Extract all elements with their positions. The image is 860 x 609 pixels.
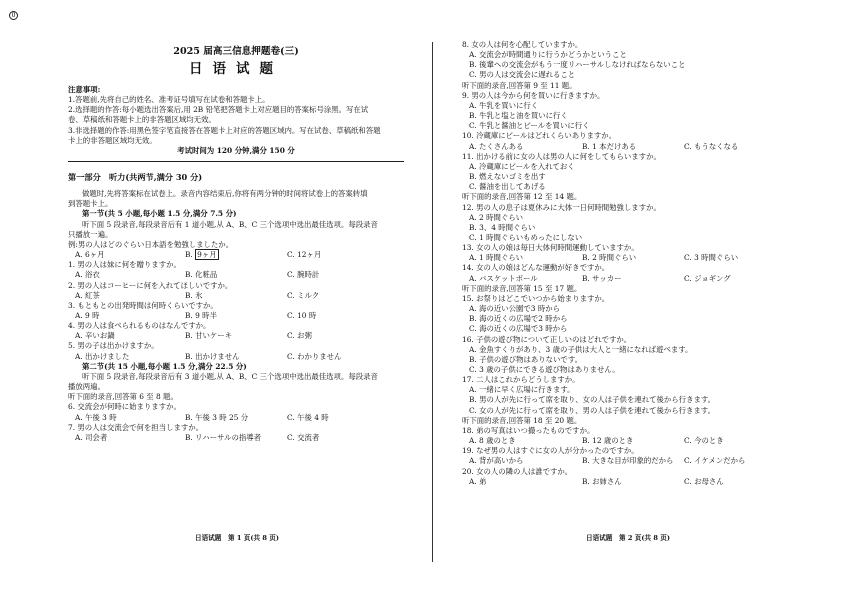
option-a: A. 背が高いから: [469, 456, 524, 466]
header-rule: [68, 161, 404, 162]
option-c: C. もうなくなる: [684, 141, 739, 151]
section1-desc: 听下面 5 段录音,每段录音后有 1 道小题,从 A、B、C 三个选项中选出最佳选项。每段录音: [82, 219, 378, 229]
subject-title: 日语试题: [189, 61, 283, 77]
answer-box: 9ヶ月: [197, 250, 217, 260]
notice-line: 3.非选择题的作答:用黑色签字笔直接答在答题卡上对应的答题区域内。写在试卷、草稿纸和答题: [68, 125, 381, 135]
option-a: A. 浴衣: [75, 270, 100, 280]
section2-desc: 播放两遍。: [68, 382, 105, 392]
option-b: B. サッカー: [582, 273, 622, 283]
option-b: B. 午後 3 時 25 分: [185, 412, 249, 422]
question: 19. なぜ男の人はすぐに女の人が分かったのですか。: [462, 446, 639, 456]
option-c: C. お母さん: [684, 476, 724, 486]
listening-instruction: 听下面的录音,回答第 18 至 20 题。: [462, 415, 582, 425]
option-c: C. 男の人は交流会に遅れること: [469, 70, 576, 80]
question: 12. 男の人の息子は夏休みに大体一日何時間勉強しますか。: [462, 202, 661, 212]
option-a: A. 紅茶: [75, 290, 100, 300]
option-b: B. 牛乳と塩と油を買いに行く: [469, 111, 568, 121]
question: 1. 男の人は妹に何を贈りますか。: [68, 260, 181, 270]
exam-time: 考试时间为 120 分钟,满分 150 分: [177, 145, 295, 155]
option-a: A. 司会者: [75, 432, 108, 442]
option-b: B. リハーサルの指導者: [185, 432, 262, 442]
options-row: [462, 477, 802, 487]
option-a: A. バスケットボール: [469, 273, 538, 283]
options-row: [68, 311, 404, 321]
option-c: C. ミルク: [287, 290, 320, 300]
question: 6. 交流会が何時に始まりますか。: [68, 402, 181, 412]
page-footer: 日语试题 第 1 页(共 8 页): [195, 534, 279, 542]
question: 16. 子供の遊び物について正しいのはどれですか。: [462, 334, 632, 344]
option-c: C. イケメンだから: [684, 456, 746, 466]
listening-instruction: 听下面的录音,回答第 12 至 14 题。: [462, 192, 582, 202]
question: 7. 男の人は交流会で何を担当しますか。: [68, 422, 204, 432]
option-a: A. 出かけました: [75, 351, 130, 361]
question: 5. 男の子は出かけますか。: [68, 341, 159, 351]
question: 15. お祭りはどこでいつから始まりますか。: [462, 293, 610, 303]
option-b: B. 後輩への交流会がもう一度リハーサルしなければならないこと: [469, 60, 686, 70]
options-row: [68, 291, 404, 301]
option-c: C. わかりません: [287, 351, 342, 361]
option-b: B. 9ヶ月: [185, 250, 217, 260]
options-row: [68, 413, 404, 423]
option-a: A. 辛いお鍋: [75, 331, 115, 341]
options-row: [68, 352, 404, 362]
option-c: C. 醤油を出してあげる: [469, 182, 546, 192]
notice-line: 卷、草稿纸和答题卡上的非答题区域均无效。: [68, 115, 216, 125]
option-c: C. 1 時間ぐらいもめったにしない: [469, 232, 583, 242]
option-a: A. 海の近い公園で3 時から: [469, 304, 560, 314]
option-a: A. 1 時間ぐらい: [469, 253, 524, 263]
options-row: [462, 274, 802, 284]
listening-instruction: 听下面的录音,回答第 9 至 11 题。: [462, 80, 577, 90]
notice-head: 注意事项:: [68, 85, 101, 94]
options-row: [68, 270, 404, 280]
question: 13. 女の人の娘は毎日大体何時間運動していますか。: [462, 243, 639, 253]
notice-line: 2.选择题的作答:每小题选出答案后,用 2B 铅笔把答题卡上对应题目的答案标号涂黑。写在试: [68, 105, 369, 115]
question: 18. 弟の写真はいつ撮ったものですか。: [462, 425, 595, 435]
question: 2. 男の人はコーヒーに何を入れてほしいですか。: [68, 280, 233, 290]
option-a: A. 牛乳を買いに行く: [469, 100, 539, 110]
page-footer: 日语试题 第 2 页(共 8 页): [586, 534, 670, 542]
option-b: B. 男の人が先に行って席を取り、女の人は子供を連れて後から行きます。: [469, 395, 716, 405]
notice-line: 1.答题前,先将自己的姓名、准考证号填写在试卷和答题卡上。: [68, 95, 270, 105]
question: 14. 女の人の娘はどんな運動が好きですか。: [462, 263, 610, 273]
option-c: C. 交流者: [287, 432, 320, 442]
option-a: A. 金魚すくりがあり、3 歳の子供は大人と一緒になれば遊べます。: [469, 344, 693, 354]
options-row: [462, 436, 802, 446]
option-c: C. お粥: [287, 331, 312, 341]
question: 9. 男の人は今から何を買いに行きますか。: [462, 90, 605, 100]
option-b: B. 2 時間ぐらい: [582, 253, 637, 263]
option-c: C. ジョギング: [684, 273, 731, 283]
exam-title: 2025 届高三信息押题卷(三): [173, 46, 299, 57]
instruction-line: 做题时,先将答案标在试卷上。录音内容结束后,你将有两分钟的时间将试卷上的答案转填: [82, 189, 368, 199]
corner-mark: 0: [9, 11, 18, 20]
option-b: B. 化粧品: [185, 270, 218, 280]
option-a: A. 午後 3 時: [75, 412, 117, 422]
option-c: C. 午後 4 時: [287, 412, 329, 422]
option-c: C. 牛乳と醤油とビールを買いに行く: [469, 121, 590, 131]
section1-desc: 只播放一遍。: [68, 229, 113, 239]
option-c: C. 3 歳の子供にできる遊び物はありません。: [469, 365, 620, 374]
example-options: [68, 250, 404, 260]
question: 10. 冷蔵庫にビールはどれくらいありますか。: [462, 131, 617, 141]
section2-head: 第二节(共 15 小题,每小题 1.5 分,满分 22.5 分): [82, 361, 247, 371]
option-c: C. 女の人が先に行って席を取り、男の人は子供を連れて後から行きます。: [469, 405, 716, 415]
options-row: [68, 331, 404, 341]
option-a: A. 9 時: [75, 310, 100, 320]
right-page: [462, 40, 802, 487]
left-page: [68, 45, 404, 443]
listening-instruction: 听下面的录音,回答第 6 至 8 题。: [68, 392, 178, 402]
option-b: B. 1 本だけある: [582, 141, 637, 151]
option-a: A. 一緒に早く広場に行きます。: [469, 385, 575, 395]
notice-line: 卡上的非答题区域均无效。: [68, 135, 157, 145]
option-b: B. 子供の遊び物はありないです。: [469, 354, 583, 364]
option-c: C. 海の近くの広場で3 時から: [469, 324, 568, 334]
options-row: [68, 433, 404, 443]
options-row: [462, 456, 802, 466]
option-a: A. たくさんある: [469, 141, 524, 151]
option-a: A. 2 時間ぐらい: [469, 212, 524, 222]
option-c: C. 12ヶ月: [287, 250, 322, 260]
option-a: A. 弟: [469, 476, 487, 486]
option-b: B. 氷: [185, 290, 203, 300]
option-b: B. 出かけません: [185, 351, 240, 361]
option-b: B. 甘いケーキ: [185, 331, 233, 341]
options-row: [462, 142, 802, 152]
option-a: A. 8 歳のとき: [469, 436, 516, 446]
option-b: B. 燃えないゴミを出す: [469, 172, 546, 182]
instruction-line: 到答题卡上。: [68, 199, 113, 209]
question: 20. 女の人の隣の人は誰ですか。: [462, 466, 573, 476]
part1-head: 第一部分 听力(共两节,满分 30 分): [68, 172, 203, 183]
option-a: A. 冷蔵庫にビールを入れておく: [469, 161, 575, 171]
option-b: B. 3、4 時間ぐらい: [469, 222, 536, 232]
question: 8. 女の人は何を心配していますか。: [462, 40, 583, 49]
option-b: B. 9 時半: [185, 310, 217, 320]
page-divider: [432, 42, 433, 562]
option-c: C. 10 時: [287, 310, 317, 320]
options-row: [462, 253, 802, 263]
listening-instruction: 听下面的录音,回答第 15 至 17 题。: [462, 283, 582, 293]
option-a: A. 6ヶ月: [75, 250, 105, 260]
option-a: A. 交流会が時間通りに行うかどうかということ: [469, 50, 627, 60]
section1-head: 第一节(共 5 小题,每小题 1.5 分,满分 7.5 分): [82, 209, 237, 219]
example-question: 例:男の人はどのぐらい日本語を勉強しましたか。: [68, 239, 234, 249]
option-b: B. 大きな目が印象的だから: [582, 456, 674, 466]
question: 3. もともとの出発時間は何時くらいですか。: [68, 300, 218, 310]
section2-desc: 听下面 5 段录音,每段录音后有 3 道小题,从 A、B、C 三个选项中选出最佳选项。每段录音: [82, 371, 378, 381]
option-b: B. お姉さん: [582, 476, 622, 486]
question: 11. 出かける前に女の人は男の人に何をしてもらいますか。: [462, 151, 661, 161]
option-b: B. 海の近くの広場で2 時から: [469, 314, 568, 324]
question: 4. 男の人は食べられるものはなんですか。: [68, 321, 211, 331]
question: 17. 二人はこれからどうしますか。: [462, 375, 580, 385]
option-c: C. 3 時間ぐらい: [684, 253, 739, 263]
option-b: B. 12 歳のとき: [582, 436, 634, 446]
option-c: C. 今のとき: [684, 436, 724, 446]
option-c: C. 腕時計: [287, 270, 320, 280]
